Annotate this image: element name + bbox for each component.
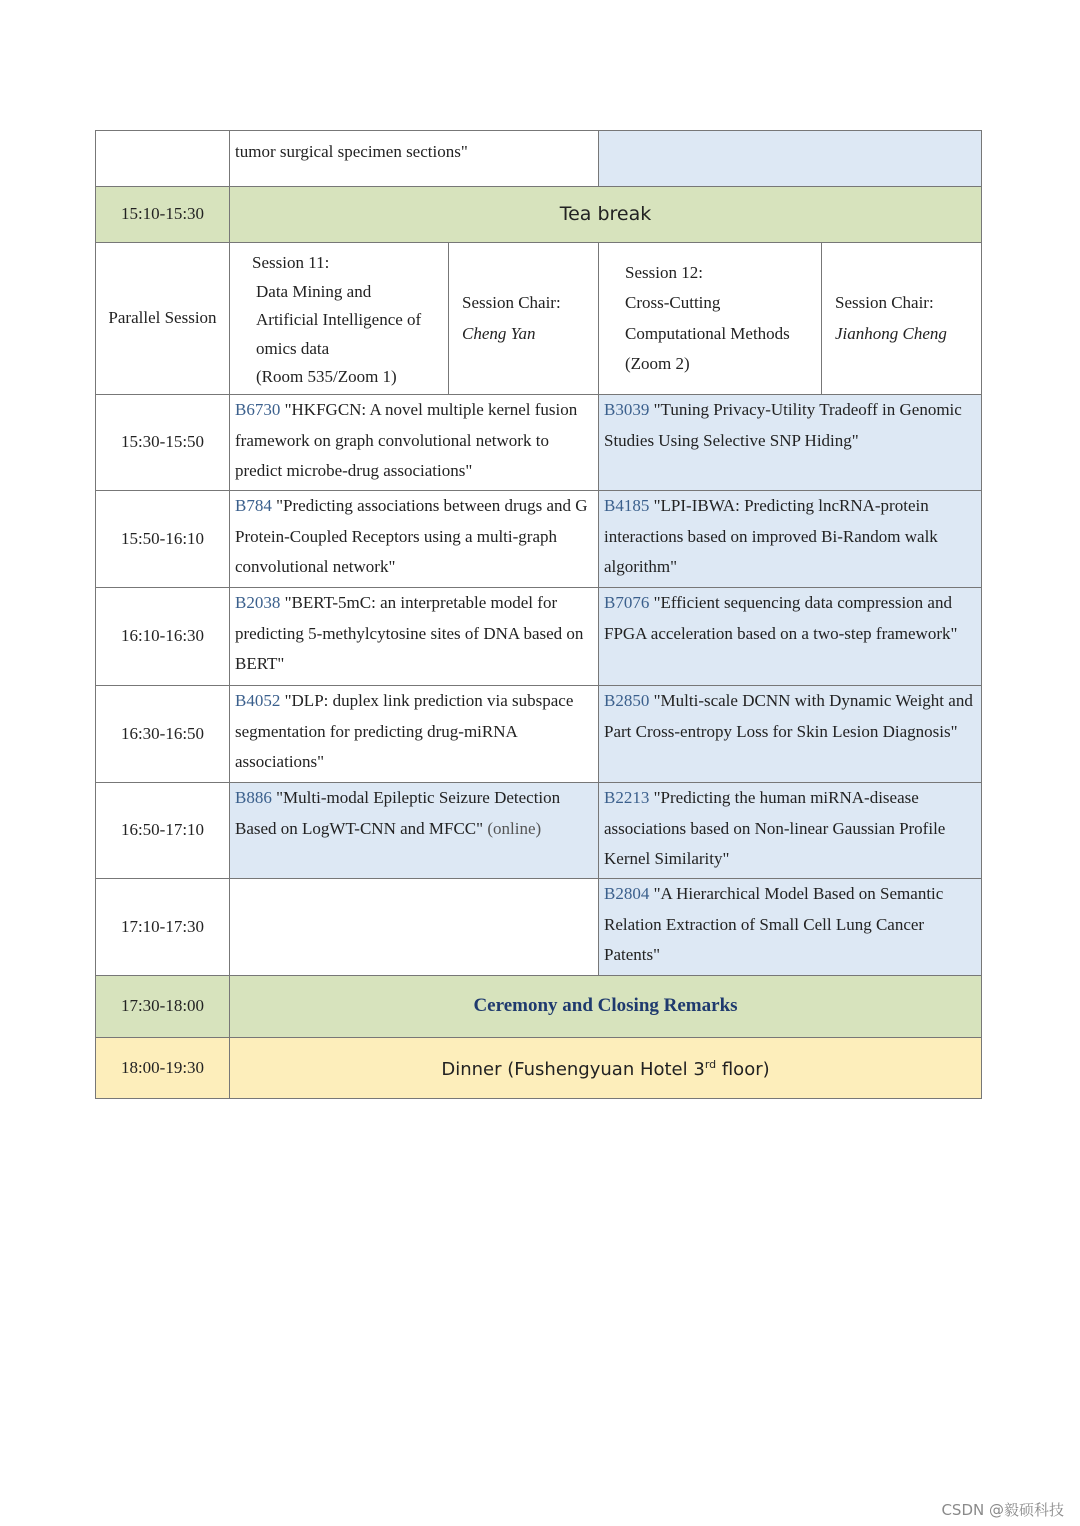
paper-title: "Predicting the human miRNA-disease associations based on Non-linear Gaussian Profile Kernel Similarity": [604, 788, 946, 868]
paper-id: B784: [235, 496, 272, 515]
session-11-info: [230, 243, 449, 395]
closing-label: Ceremony and Closing Remarks: [230, 976, 982, 1038]
slot-time: 17:10-17:30: [96, 879, 230, 976]
session-12-paper: [599, 491, 982, 588]
session-12-info: [599, 243, 822, 395]
session-11-chair-cell: [449, 243, 599, 395]
dinner-row: [96, 1038, 982, 1099]
dinner-time: 18:00-19:30: [96, 1038, 230, 1099]
session-12-paper: [599, 395, 982, 491]
dinner-label: [230, 1038, 982, 1099]
table-row: [96, 395, 982, 491]
session-11-room: (Room 535/Zoom 1): [256, 367, 397, 386]
empty-session-11-cell: [230, 879, 599, 976]
session-12-paper: [599, 879, 982, 976]
slot-time: 15:30-15:50: [96, 395, 230, 491]
session-11-line: Data Mining and: [256, 281, 372, 301]
paper-title: "HKFGCN: A novel multiple kernel fusion framework on graph convolutional network to predict microbe-drug associations": [235, 400, 578, 480]
closing-time: 17:30-18:00: [96, 976, 230, 1038]
continuation-row: [96, 131, 982, 187]
table-row: [96, 879, 982, 976]
slot-time: 16:10-16:30: [96, 588, 230, 686]
paper-id: B6730: [235, 400, 281, 419]
tea-break-row: [96, 187, 982, 243]
slot-time: 15:50-16:10: [96, 491, 230, 588]
paper-title: "A Hierarchical Model Based on Semantic Relation Extraction of Small Cell Lung Cancer Patents": [604, 884, 944, 964]
dinner-ordinal: rd: [704, 1058, 717, 1072]
session-12-paper: [599, 686, 982, 783]
table-row: [96, 783, 982, 879]
table-row: [96, 686, 982, 783]
closing-row: [96, 976, 982, 1038]
session-12-room: (Zoom 2): [625, 354, 690, 373]
continued-paper-text: tumor surgical specimen sections": [235, 142, 468, 161]
paper-title: "Predicting associations between drugs and G Protein-Coupled Receptors using a multi-graph convolutional network": [235, 496, 588, 576]
paper-id: B886: [235, 788, 272, 807]
paper-title: "DLP: duplex link prediction via subspace segmentation for predicting drug-miRNA associations": [235, 691, 574, 771]
online-note: (online): [483, 818, 542, 838]
paper-title: "Efficient sequencing data compression and FPGA acceleration based on a two-step framework": [604, 593, 958, 643]
session-11-paper: [230, 588, 599, 686]
session-12-paper: [599, 783, 982, 879]
session-11-paper: [230, 491, 599, 588]
paper-title: "Multi-scale DCNN with Dynamic Weight and Part Cross-entropy Loss for Skin Lesion Diagnosis": [604, 691, 973, 741]
session-12-line: Cross-Cutting: [625, 293, 721, 312]
slot-time: 16:50-17:10: [96, 783, 230, 879]
paper-title: "Tuning Privacy-Utility Tradeoff in Genomic Studies Using Selective SNP Hiding": [604, 400, 962, 450]
watermark: CSDN @毅硕科技: [941, 1501, 1064, 1519]
paper-id: B3039: [604, 400, 650, 419]
session-11-paper: [230, 395, 599, 491]
session-12-title: Session 12:: [625, 262, 703, 282]
session-11-chair-label: Session Chair:: [462, 293, 561, 312]
paper-title: "LPI-IBWA: Predicting lncRNA-protein interactions based on improved Bi-Random walk algorithm": [604, 496, 938, 576]
schedule-table: [95, 130, 982, 1099]
parallel-session-row: [96, 243, 982, 395]
paper-id: B7076: [604, 593, 650, 612]
table-row: [96, 491, 982, 588]
session-12-chair-label: Session Chair:: [835, 293, 934, 312]
table-row: [96, 588, 982, 686]
tea-break-time: 15:10-15:30: [96, 187, 230, 243]
session-12-line: Computational Methods: [625, 323, 790, 343]
paper-id: B2038: [235, 593, 281, 612]
session-12-paper: [599, 588, 982, 686]
session-11-title: Session 11:: [252, 253, 330, 272]
empty-time-cell: [96, 131, 230, 187]
session-11-line: omics data: [256, 338, 330, 358]
empty-blue-cell: [599, 131, 982, 187]
session-11-chair-name: Cheng Yan: [462, 323, 536, 343]
dinner-text: Dinner (Fushengyuan Hotel 3: [441, 1059, 705, 1081]
session-11-paper: [230, 686, 599, 783]
paper-id: B4185: [604, 496, 650, 515]
session-12-chair-name: Jianhong Cheng: [835, 323, 947, 343]
paper-id: B2804: [604, 884, 650, 903]
paper-id: B2850: [604, 691, 650, 710]
tea-break-label: Tea break: [230, 187, 982, 243]
session-11-line: Artificial Intelligence of: [256, 310, 422, 329]
parallel-session-label: Parallel Session: [96, 243, 230, 395]
slot-time: 16:30-16:50: [96, 686, 230, 783]
dinner-text-end: floor): [716, 1059, 770, 1081]
paper-id: B4052: [235, 691, 281, 710]
continued-paper-cell: [230, 131, 599, 187]
paper-title: "Multi-modal Epileptic Seizure Detection Based on LogWT-CNN and MFCC": [235, 788, 561, 838]
session-12-chair-cell: [822, 243, 982, 395]
paper-title: "BERT-5mC: an interpretable model for predicting 5-methylcytosine sites of DNA based on BERT": [235, 593, 584, 673]
session-11-paper: [230, 783, 599, 879]
paper-id: B2213: [604, 788, 650, 807]
